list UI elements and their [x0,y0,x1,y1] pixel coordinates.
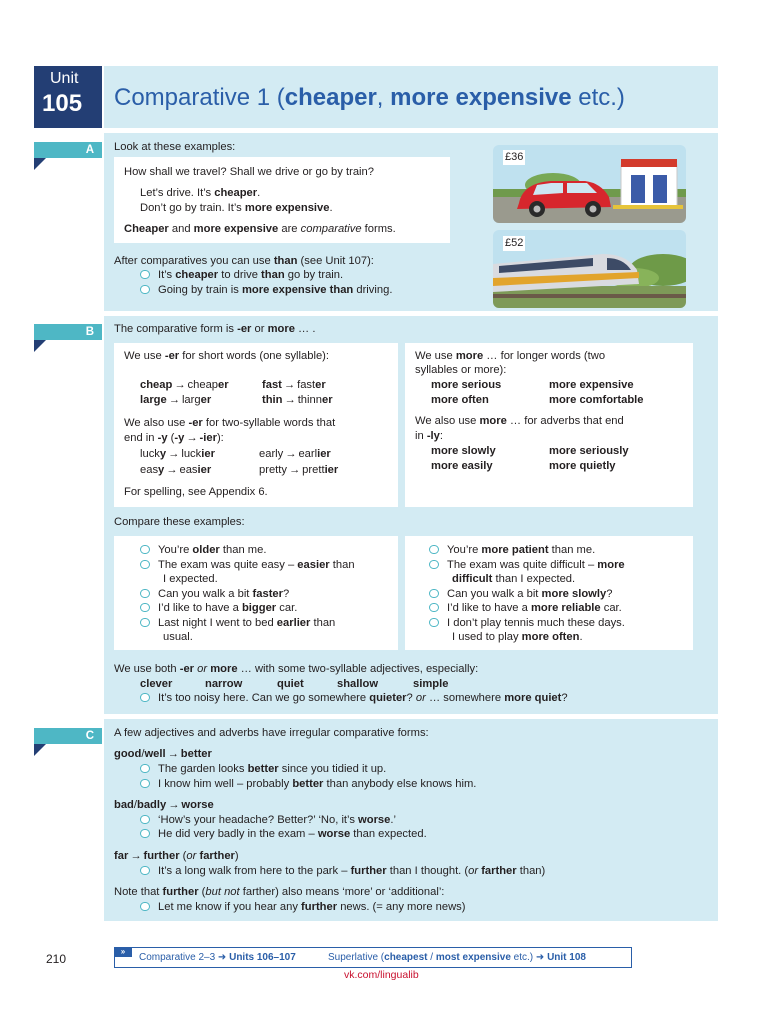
section-a-tab-fold [34,158,46,170]
more-example: more slowly [431,445,496,457]
more-rule-intro-2: syllables or more): [415,364,507,376]
er-pair-cheap: cheap → cheaper [140,379,229,391]
car-price-label: £36 [505,151,524,163]
bullet-icon [429,589,439,598]
both-forms-note: We use both -er or more … with some two-syllable adjectives, especially: [114,663,479,675]
example-bullet: He did very badly in the exam – worse than expected. [140,827,427,842]
source-url[interactable]: vk.com/lingualib [344,969,419,981]
example-bullet: It’s a long walk from here to the park – further than I thought. (or farther than) [140,864,545,879]
er-pair-thin: thin → thinner [262,394,333,406]
bullet-icon [140,829,150,838]
adjective-example: simple [413,678,449,690]
bullet-icon [429,618,439,627]
more-example: more quietly [549,460,616,472]
example-bullet: The garden looks better since you tidied it up. [140,762,386,777]
example-bullet: Going by train is more expensive than driving. [140,283,392,298]
section-a-intro: Look at these examples: [114,141,236,153]
section-c-tab: C [34,728,102,744]
example-bullet: Let me know if you hear any further news. (= any more news) [140,900,466,915]
adjective-example: quiet [277,678,304,690]
example-bullet: I know him well – probably better than anybody else knows him. [140,777,476,792]
comparative-note: Cheaper and more expensive are comparative forms. [124,223,396,235]
more-example: more seriously [549,445,629,457]
bullet-icon [140,693,150,702]
more-example: more expensive [549,379,634,391]
bullet-icon [140,603,150,612]
bullet-icon [140,285,150,294]
more-example: more comfortable [549,394,644,406]
ier-rule-line1: We also use -er for two-syllable words that [124,417,336,429]
cross-reference-link[interactable]: Superlative (cheapest / most expensive etc.) ➜ Unit 108 [328,952,586,963]
compare-example: I don’t play tennis much these days. [429,616,625,631]
compare-example: You’re more patient than me. [429,543,595,558]
adjective-example: narrow [205,678,243,690]
section-b-intro: The comparative form is -er or more … . [114,323,316,335]
example-question: How shall we travel? Shall we drive or go by train? [124,166,374,178]
example-line: Don’t go by train. It’s more expensive. [140,202,333,214]
train-price-label: £52 [505,237,524,249]
section-a-tab: A [34,142,102,158]
cross-reference-arrow-icon: » [114,947,132,957]
compare-example: Can you walk a bit faster? [140,587,289,602]
compare-example: I’d like to have a more reliable car. [429,601,622,616]
section-b-tab: B [34,324,102,340]
compare-example: The exam was quite easy – easier than [140,558,355,573]
bullet-icon [140,764,150,773]
irregular-heading-far: far → further (or farther) [114,850,239,862]
bullet-icon [140,779,150,788]
page-title: Comparative 1 (cheaper, more expensive etc.) [114,84,625,111]
er-pair-fast: fast → faster [262,379,326,391]
page-number: 210 [46,952,67,966]
er-rule-intro: We use -er for short words (one syllable): [124,350,330,362]
example-bullet: ‘How’s your headache? Better?’ ‘No, it’s worse.’ [140,813,396,828]
section-b-tab-fold [34,340,46,352]
compare-example: Last night I went to bed earlier than [140,616,335,631]
er-pair-large: large → larger [140,394,212,406]
adjective-example: shallow [337,678,379,690]
bullet-icon [140,815,150,824]
ier-pair-pretty: pretty → prettier [259,464,339,476]
bullet-icon [429,560,439,569]
irregular-heading-bad: bad/badly → worse [114,799,214,811]
bullet-icon [140,618,150,627]
bullet-icon [140,560,150,569]
bullet-icon [429,545,439,554]
adverb-rule-line2: in -ly: [415,430,443,442]
more-rule-intro: We use more … for longer words (two [415,350,606,362]
bullet-icon [140,866,150,875]
irregular-heading-good: good/well → better [114,748,212,760]
compare-example-cont: I expected. [163,573,218,585]
compare-example-cont: difficult than I expected. [452,573,576,585]
compare-heading: Compare these examples: [114,516,245,528]
compare-example-cont: usual. [163,631,193,643]
example-bullet: It’s too noisy here. Can we go somewhere quieter? or … somewhere more quiet? [140,691,568,706]
adverb-rule-line1: We also use more … for adverbs that end [415,415,624,427]
bullet-icon [140,589,150,598]
after-comparatives-note: After comparatives you can use than (see Unit 107): [114,255,374,267]
unit-number: 105 [42,90,83,117]
more-example: more serious [431,379,502,391]
compare-example-cont: I used to play more often. [452,631,583,643]
bullet-icon [140,902,150,911]
more-example: more easily [431,460,493,472]
example-bullet: It’s cheaper to drive than go by train. [140,268,343,283]
section-c-tab-fold [34,744,46,756]
compare-example: The exam was quite difficult – more [429,558,625,573]
compare-example: Can you walk a bit more slowly? [429,587,612,602]
ier-rule-line2: end in -y (-y → -ier): [124,432,224,444]
more-example: more often [431,394,489,406]
unit-label: Unit [50,70,79,87]
adjective-example: clever [140,678,173,690]
ier-pair-early: early → earlier [259,448,331,460]
further-note: Note that further (but not farther) also means ‘more’ or ‘additional’: [114,886,445,898]
ier-pair-easy: easy → easier [140,464,212,476]
section-c-intro: A few adjectives and adverbs have irregular comparative forms: [114,727,429,739]
bullet-icon [429,603,439,612]
bullet-icon [140,545,150,554]
example-line: Let’s drive. It’s cheaper. [140,187,261,199]
spelling-note: For spelling, see Appendix 6. [124,486,268,498]
compare-example: I’d like to have a bigger car. [140,601,297,616]
ier-pair-lucky: lucky → luckier [140,448,215,460]
cross-reference-link[interactable]: Comparative 2–3 ➜ Units 106–107 [139,952,296,963]
compare-example: You’re older than me. [140,543,266,558]
bullet-icon [140,270,150,279]
